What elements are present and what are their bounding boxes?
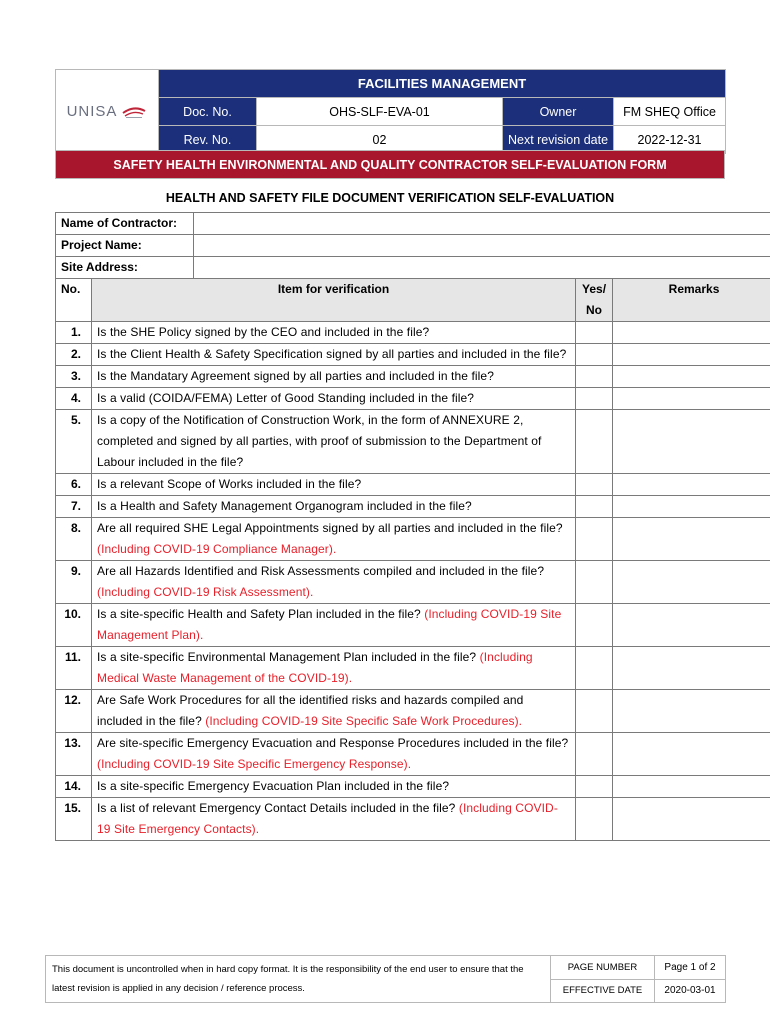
contractor-name-field[interactable] (194, 213, 770, 235)
unisa-logo-icon (121, 104, 147, 120)
row-number: 8. (56, 518, 92, 561)
table-row (56, 604, 770, 647)
row-number: 14. (56, 776, 92, 798)
row-remarks-field[interactable] (613, 496, 770, 518)
row-remarks-field[interactable] (613, 733, 770, 776)
row-item-text (92, 776, 576, 798)
rev-no-label: Rev. No. (159, 126, 257, 154)
row-item-question: Is a site-specific Health and Safety Plan included in the file? (97, 607, 425, 621)
header-title: FACILITIES MANAGEMENT (159, 70, 726, 98)
row-yes-no-field[interactable] (576, 604, 613, 647)
row-item-question: Are site-specific Emergency Evacuation and Response Procedures included in the file? (97, 736, 569, 750)
contractor-name-label: Name of Contractor: (56, 213, 194, 235)
table-row (56, 776, 770, 798)
owner-value: FM SHEQ Office (614, 98, 726, 126)
row-item-covid-note: (Including COVID-19 Risk Assessment). (97, 585, 314, 599)
row-yes-no-field[interactable] (576, 344, 613, 366)
row-remarks-field[interactable] (613, 474, 770, 496)
row-remarks-field[interactable] (613, 366, 770, 388)
owner-label: Owner (503, 98, 614, 126)
col-yes-no-header (576, 279, 613, 322)
table-row (56, 388, 770, 410)
table-row (56, 410, 770, 474)
row-item-question: Is the Client Health & Safety Specification signed by all parties and included in the file? (97, 347, 567, 361)
table-row (56, 690, 770, 733)
document-header (55, 69, 726, 154)
row-item-question: Is a site-specific Emergency Evacuation Plan included in the file? (97, 779, 450, 793)
row-item-covid-note: (Including COVID-19 Site Emergency Contacts). (97, 801, 558, 836)
disclaimer-text: This document is uncontrolled when in hard copy format. It is the responsibility of the end user to ensure that the latest revision is applied in any decision / reference process. (46, 956, 551, 1003)
row-yes-no-field[interactable] (576, 518, 613, 561)
row-number: 3. (56, 366, 92, 388)
row-item-text (92, 496, 576, 518)
row-remarks-field[interactable] (613, 647, 770, 690)
table-row (56, 474, 770, 496)
table-row (56, 322, 770, 344)
contractor-name-row (56, 213, 770, 235)
row-item-question: Are all required SHE Legal Appointments signed by all parties and included in the file? (97, 521, 563, 535)
row-number: 13. (56, 733, 92, 776)
site-address-label: Site Address: (56, 257, 194, 279)
row-item-covid-note: (Including COVID-19 Compliance Manager). (97, 542, 337, 556)
site-address-field[interactable] (194, 257, 770, 279)
col-no-header: No. (56, 279, 92, 322)
doc-no-label: Doc. No. (159, 98, 257, 126)
row-item-question: Are Safe Work Procedures for all the identified risks and hazards compiled and included in the file? (97, 693, 524, 728)
row-yes-no-field[interactable] (576, 388, 613, 410)
row-remarks-field[interactable] (613, 690, 770, 733)
row-item-question: Is a Health and Safety Management Organogram included in the file? (97, 499, 472, 513)
form-title-bar: SAFETY HEALTH ENVIRONMENTAL AND QUALITY CONTRACTOR SELF-EVALUATION FORM (55, 150, 725, 179)
rev-no-value: 02 (257, 126, 503, 154)
doc-no-value: OHS-SLF-EVA-01 (257, 98, 503, 126)
row-yes-no-field[interactable] (576, 690, 613, 733)
table-row (56, 496, 770, 518)
row-remarks-field[interactable] (613, 322, 770, 344)
table-row (56, 344, 770, 366)
row-item-question: Are all Hazards Identified and Risk Assessments compiled and included in the file? (97, 564, 545, 578)
row-yes-no-field[interactable] (576, 647, 613, 690)
row-item-question: Is a copy of the Notification of Construction Work, in the form of ANNEXURE 2, completed and signed by all parties, with proof of submission to the Department of Labour included in the file? (97, 413, 542, 469)
row-item-question: Is a list of relevant Emergency Contact Details included in the file? (97, 801, 459, 815)
logo-cell (56, 70, 159, 154)
row-remarks-field[interactable] (613, 410, 770, 474)
row-item-text (92, 474, 576, 496)
table-row (56, 561, 770, 604)
row-number: 4. (56, 388, 92, 410)
col-remarks-header: Remarks (613, 279, 770, 322)
row-remarks-field[interactable] (613, 604, 770, 647)
unisa-logo (56, 72, 158, 152)
row-yes-no-field[interactable] (576, 776, 613, 798)
col-yes-no-line1: Yes/ (582, 282, 607, 296)
row-item-text (92, 690, 576, 733)
row-yes-no-field[interactable] (576, 474, 613, 496)
logo-text: UNISA (66, 103, 118, 120)
row-yes-no-field[interactable] (576, 410, 613, 474)
project-name-row (56, 235, 770, 257)
row-item-question: Is a valid (COIDA/FEMA) Letter of Good Standing included in the file? (97, 391, 475, 405)
row-remarks-field[interactable] (613, 798, 770, 841)
row-item-text (92, 798, 576, 841)
col-yes-no-line2: No (586, 303, 603, 317)
row-number: 12. (56, 690, 92, 733)
row-yes-no-field[interactable] (576, 496, 613, 518)
row-item-text (92, 518, 576, 561)
row-item-question: Is the Mandatary Agreement signed by all parties and included in the file? (97, 369, 494, 383)
project-name-label: Project Name: (56, 235, 194, 257)
table-row (56, 798, 770, 841)
row-number: 10. (56, 604, 92, 647)
row-remarks-field[interactable] (613, 518, 770, 561)
row-number: 6. (56, 474, 92, 496)
row-remarks-field[interactable] (613, 344, 770, 366)
next-revision-label: Next revision date (503, 126, 614, 154)
effective-date-value: 2020-03-01 (655, 979, 726, 1003)
row-number: 2. (56, 344, 92, 366)
col-item-header: Item for verification (92, 279, 576, 322)
row-number: 9. (56, 561, 92, 604)
row-item-text (92, 561, 576, 604)
next-revision-value: 2022-12-31 (614, 126, 726, 154)
effective-date-label: EFFECTIVE DATE (551, 979, 655, 1003)
row-yes-no-field[interactable] (576, 798, 613, 841)
row-number: 15. (56, 798, 92, 841)
row-remarks-field[interactable] (613, 776, 770, 798)
project-name-field[interactable] (194, 235, 770, 257)
row-item-text (92, 733, 576, 776)
row-yes-no-field[interactable] (576, 322, 613, 344)
row-item-text (92, 604, 576, 647)
row-item-question: Is a site-specific Environmental Management Plan included in the file? (97, 650, 480, 664)
table-row (56, 733, 770, 776)
site-address-row (56, 257, 770, 279)
row-item-text (92, 322, 576, 344)
row-remarks-field[interactable] (613, 561, 770, 604)
row-item-covid-note: (Including COVID-19 Site Management Plan). (97, 607, 562, 642)
row-item-question: Is a relevant Scope of Works included in the file? (97, 477, 362, 491)
verification-rows (56, 322, 770, 841)
row-number: 1. (56, 322, 92, 344)
row-item-text (92, 366, 576, 388)
row-number: 5. (56, 410, 92, 474)
verification-table (55, 212, 770, 841)
row-yes-no-field[interactable] (576, 561, 613, 604)
table-row (56, 366, 770, 388)
row-item-text (92, 388, 576, 410)
row-item-text (92, 410, 576, 474)
row-yes-no-field[interactable] (576, 733, 613, 776)
document-footer (45, 955, 726, 1003)
row-remarks-field[interactable] (613, 388, 770, 410)
row-item-covid-note: (Including COVID-19 Site Specific Emergency Response). (97, 757, 412, 771)
table-header-row (56, 279, 770, 322)
row-item-text (92, 647, 576, 690)
table-row (56, 518, 770, 561)
page-number-value: Page 1 of 2 (655, 956, 726, 980)
row-number: 11. (56, 647, 92, 690)
table-row (56, 647, 770, 690)
row-item-text (92, 344, 576, 366)
row-number: 7. (56, 496, 92, 518)
row-yes-no-field[interactable] (576, 366, 613, 388)
document-title: HEALTH AND SAFETY FILE DOCUMENT VERIFICATION SELF-EVALUATION (165, 191, 615, 205)
row-item-covid-note: (Including Medical Waste Management of the COVID-19). (97, 650, 533, 685)
row-item-covid-note: (Including COVID-19 Site Specific Safe Work Procedures). (205, 714, 523, 728)
page-number-label: PAGE NUMBER (551, 956, 655, 980)
row-item-question: Is the SHE Policy signed by the CEO and included in the file? (97, 325, 430, 339)
